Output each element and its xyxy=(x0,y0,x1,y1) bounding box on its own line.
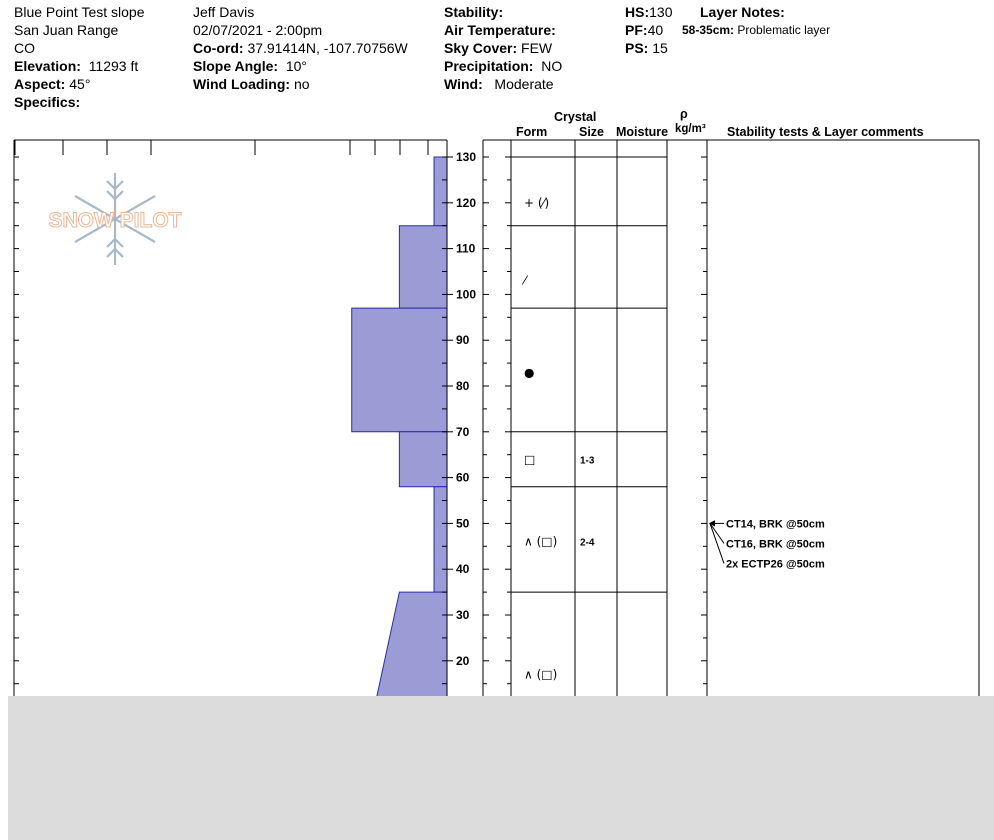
hardness-bar xyxy=(434,487,447,592)
density-header: kg/m³ xyxy=(675,123,706,135)
depth-tick-label: 110 xyxy=(456,241,476,256)
slope-label: Slope Angle: xyxy=(193,58,279,74)
crystal-size: 1-3 xyxy=(580,455,595,467)
hardness-bar xyxy=(434,157,447,226)
size-header: Size xyxy=(579,125,605,139)
crystal-form: ∧ (□) xyxy=(524,534,558,549)
specifics-label: Specifics: xyxy=(14,94,81,110)
sky-value: FEW xyxy=(521,40,553,56)
test-leader-line xyxy=(710,523,724,563)
depth-tick-label: 90 xyxy=(456,333,470,348)
hs-value: 130 xyxy=(649,4,673,20)
hardness-bar xyxy=(352,308,447,432)
observer-name: Jeff Davis xyxy=(193,4,255,20)
depth-tick-label: 80 xyxy=(456,379,470,393)
precip-label: Precipitation: xyxy=(444,58,534,74)
hardness-profile xyxy=(352,157,447,752)
depth-tick-label: 100 xyxy=(456,287,477,302)
depth-tick-label: 20 xyxy=(456,653,470,668)
pf-value: 40 xyxy=(647,22,664,38)
precip-value: NO xyxy=(541,58,563,74)
hardness-bar xyxy=(399,226,447,308)
ps-label: PS: xyxy=(625,40,649,56)
depth-tick-label: 60 xyxy=(456,470,470,485)
depth-tick-label: 70 xyxy=(456,424,470,439)
pf-label: PF: xyxy=(625,22,648,38)
crystal-header: Crystal xyxy=(554,110,597,124)
slope-value: 10° xyxy=(285,58,307,74)
observation-datetime: 02/07/2021 - 2:00pm xyxy=(193,22,323,38)
aspect-label: Aspect: xyxy=(14,76,66,92)
layer-table xyxy=(483,140,979,700)
rho-header: ρ xyxy=(680,107,688,121)
hardness-bar xyxy=(399,432,447,487)
test-label: CT14, BRK @50cm xyxy=(726,518,825,531)
form-header: Form xyxy=(516,125,548,139)
crystal-size: 2-4 xyxy=(580,537,595,549)
location-name: Blue Point Test slope xyxy=(14,4,145,20)
layer-notes-heading: Layer Notes: xyxy=(700,4,785,20)
aspect-value: 45° xyxy=(69,76,91,92)
snow-pilot-logo xyxy=(49,173,182,265)
air-temp-label: Air Temperature: xyxy=(444,22,556,38)
test-leader-line xyxy=(710,523,724,543)
depth-tick-label: 50 xyxy=(456,516,470,531)
layer-note-text: Problematic layer xyxy=(737,23,831,37)
crystal-form: + (⁄) xyxy=(524,195,550,210)
layer-note-range: 58-35cm: xyxy=(682,23,735,37)
crystal-form: □ xyxy=(524,452,536,467)
ps-value: 15 xyxy=(652,40,668,56)
depth-tick-label: 130 xyxy=(456,150,477,164)
depth-tick-label: 120 xyxy=(456,195,477,210)
sky-label: Sky Cover: xyxy=(444,40,518,56)
hs-label: HS: xyxy=(625,4,650,20)
coord-value: 37.91414N, -107.70756W xyxy=(247,40,408,56)
coord-label: Co-ord: xyxy=(193,40,244,56)
depth-axis xyxy=(447,150,476,668)
crystal-form: ⁄ xyxy=(524,273,527,288)
wind-loading-value: no xyxy=(293,76,310,92)
wind-value: Moderate xyxy=(494,76,554,92)
crystal-form: ∧ (□) xyxy=(524,667,558,682)
depth-tick-label: 30 xyxy=(456,608,470,622)
moisture-header: Moisture xyxy=(616,125,669,139)
wind-loading-label: Wind Loading: xyxy=(193,76,291,92)
stability-label: Stability: xyxy=(444,4,504,20)
test-label: 2x ECTP26 @50cm xyxy=(726,558,825,571)
blank-area xyxy=(8,696,994,840)
stability-tests-header: Stability tests & Layer comments xyxy=(727,125,924,139)
logo-text: SNOW PILOT xyxy=(48,209,182,232)
elevation-label: Elevation: xyxy=(14,58,81,74)
stability-tests xyxy=(709,518,825,570)
test-label: CT16, BRK @50cm xyxy=(726,538,825,551)
elevation-value: 11293 ft xyxy=(88,58,139,74)
wind-label: Wind: xyxy=(444,76,483,92)
depth-tick-label: 40 xyxy=(456,562,470,577)
range-name: San Juan Range xyxy=(14,22,119,38)
state-name: CO xyxy=(14,40,35,56)
crystal-form: ● xyxy=(524,365,535,380)
